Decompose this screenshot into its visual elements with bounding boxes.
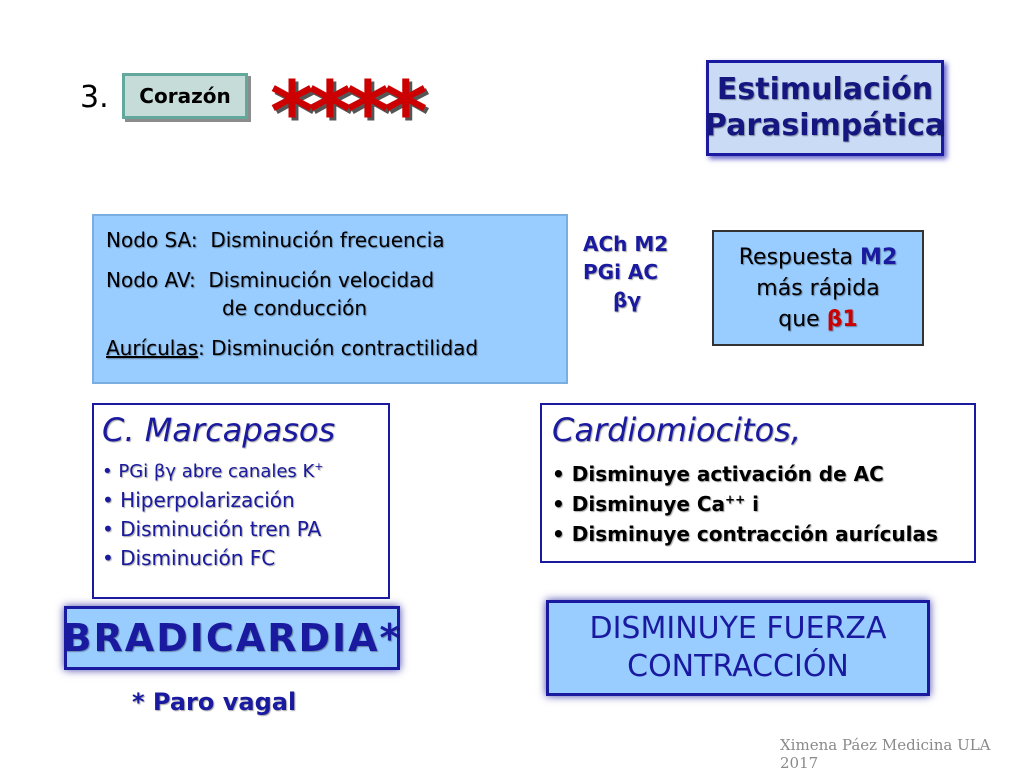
receptor-line-2: PGi AC <box>583 260 659 284</box>
title-line-1: Estimulación <box>716 72 934 107</box>
list-item: • PGi βγ abre canales K+ <box>102 460 324 482</box>
cardio-item-3: Disminuye contracción aurículas <box>571 522 938 546</box>
nodo-sa-label: Nodo SA: <box>106 228 198 252</box>
respuesta-beta1: β1 <box>826 306 858 332</box>
marcapasos-item-2: Hiperpolarización <box>120 488 295 512</box>
receptor-notes <box>583 230 668 314</box>
bradicardia-text: BRADICARDIA* <box>62 616 402 660</box>
title-line-2: Parasimpática <box>704 108 946 143</box>
nodo-av-label: Nodo AV: <box>106 268 196 292</box>
respuesta-line-1 <box>739 242 898 273</box>
respuesta-que: que <box>778 306 820 332</box>
auriculas-label: Aurículas <box>106 336 199 360</box>
respuesta-m2: M2 <box>860 244 898 270</box>
list-item: • Disminuye contracción aurículas <box>552 522 938 546</box>
marcapasos-box <box>92 403 390 599</box>
nodo-av-line-2: de conducción <box>222 296 368 320</box>
receptor-line-3: βγ <box>613 288 641 312</box>
list-item: • Disminuye activación de AC <box>552 462 884 486</box>
nodo-av-text: Disminución velocidad <box>208 268 435 292</box>
topic-label <box>122 73 248 119</box>
importance-stars: **** <box>270 63 422 161</box>
cardio-item-1: Disminuye activación de AC <box>571 462 884 486</box>
list-item: • Hiperpolarización <box>102 488 295 512</box>
nodo-effects-box <box>92 214 568 384</box>
cardio-item-2-suffix: i <box>752 492 759 516</box>
topic-text: Corazón <box>139 84 231 108</box>
list-item: • Disminuye Ca++ i <box>552 492 759 516</box>
paro-vagal-note: * Paro vagal <box>132 688 297 716</box>
nodo-sa-line <box>106 226 554 254</box>
marcapasos-item-1: PGi βγ abre canales K <box>118 461 315 482</box>
marcapasos-item-4: Disminución FC <box>120 546 276 570</box>
title-box <box>706 60 944 156</box>
marcapasos-item-3: Disminución tren PA <box>120 517 322 541</box>
disminuye-line-1: DISMINUYE FUERZA <box>589 611 887 646</box>
list-item: • Disminución FC <box>102 546 276 570</box>
nodo-av-line <box>106 266 554 294</box>
respuesta-box <box>712 230 924 346</box>
marcapasos-list <box>102 457 380 573</box>
credit-text: Ximena Páez Medicina ULA 2017 <box>780 736 991 772</box>
receptor-line-1: ACh M2 <box>583 232 669 256</box>
respuesta-line-2: más rápida <box>756 275 880 301</box>
k-plus-superscript: + <box>314 460 324 473</box>
section-number: 3. <box>80 80 109 115</box>
cardio-item-2: Disminuye Ca <box>571 492 726 516</box>
cardiomiocitos-list <box>552 459 964 549</box>
auriculas-line <box>106 334 554 362</box>
auriculas-text: : Disminución contractilidad <box>198 336 479 360</box>
ca-superscript: ++ <box>725 492 746 507</box>
cardiomiocitos-title: Cardiomiocitos, <box>552 411 801 449</box>
nodo-sa-text: Disminución frecuencia <box>210 228 445 252</box>
respuesta-prefix: Respuesta <box>738 244 854 270</box>
marcapasos-title: C. Marcapasos <box>102 411 336 449</box>
list-item: • Disminución tren PA <box>102 517 322 541</box>
cardiomiocitos-box <box>540 403 976 563</box>
respuesta-line-3 <box>778 304 858 335</box>
disminuye-line-2: CONTRACCIÓN <box>627 649 849 684</box>
disminuye-fuerza-box <box>546 600 930 696</box>
bradicardia-box <box>64 606 400 670</box>
